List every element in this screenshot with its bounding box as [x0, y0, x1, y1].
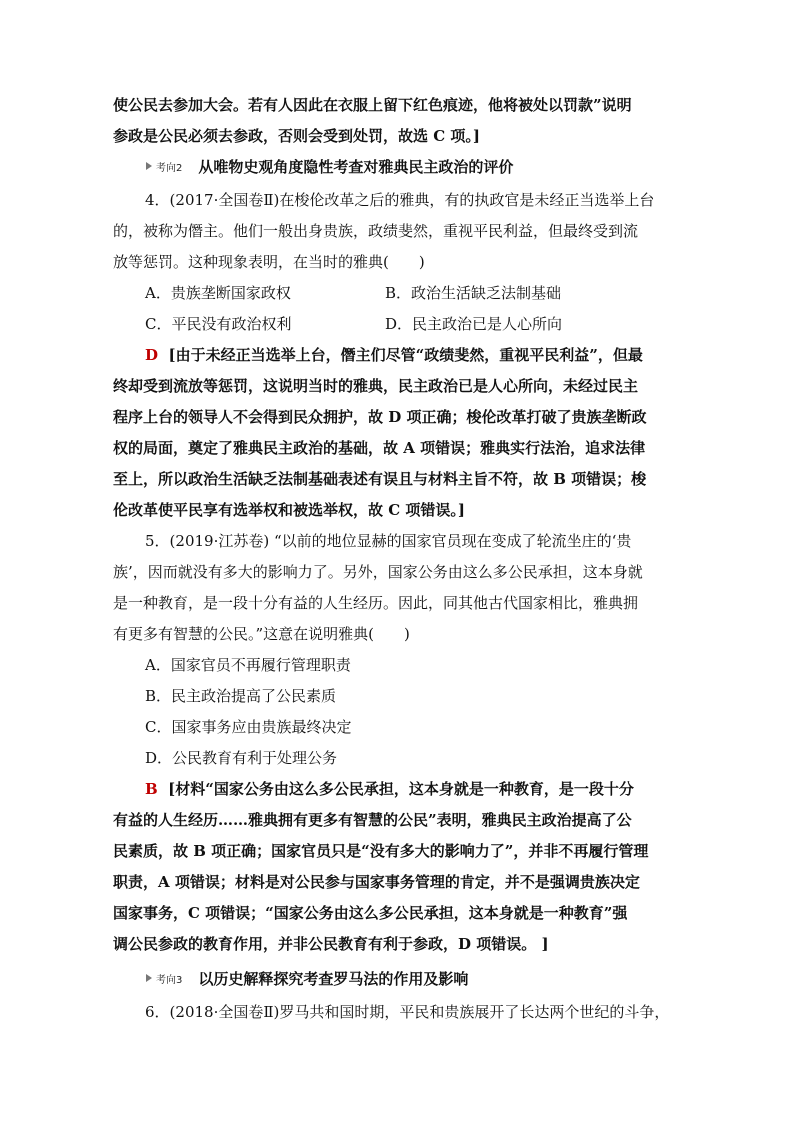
question-4 — [113, 185, 683, 526]
explanation-line: 至上，所以政治生活缺乏法制基础表述有误且与材料主旨不符，故 B 项错误；梭 — [113, 470, 647, 488]
question-stem-line: 6．(2018·全国卷Ⅱ)罗马共和国时期，平民和贵族展开了长达两个世纪的斗争， — [145, 1003, 670, 1021]
question-5 — [113, 526, 683, 960]
explanation-line: 调公民参政的教育作用，并非公民教育有利于参政，D 项错误。 ] — [113, 935, 549, 953]
section-tag: 考向3 — [156, 974, 183, 986]
question-stem-line: 的，被称为僭主。他们一般出身贵族，政绩斐然，重视平民利益，但最终受到流 — [113, 222, 639, 240]
question-stem-line: 放等惩罚。这种现象表明，在当时的雅典( ) — [113, 253, 425, 271]
option-b: B．民主政治提高了公民素质 — [145, 687, 337, 705]
answer-line — [113, 340, 683, 371]
explanation-line: 参政是公民必须去参政，否则会受到处罚，故选 C 项。] — [113, 127, 480, 145]
option-d: D．民主政治已是人心所向 — [385, 315, 563, 333]
section-title: 从唯物史观角度隐性考查对雅典民主政治的评价 — [198, 157, 514, 176]
question-stem-line: 4．(2017·全国卷Ⅱ)在梭伦改革之后的雅典，有的执政官是未经正当选举上台 — [145, 191, 655, 209]
answer-line — [113, 774, 683, 805]
explanation-line: 程序上台的领导人不会得到民众拥护，故 D 项正确；梭伦改革打破了贵族垄断政 — [113, 408, 647, 426]
option-a: A．国家官员不再履行管理职责 — [145, 656, 351, 674]
question-stem-line: 族’，因而就没有多大的影响力了。另外，国家公务由这么多公民承担，这本身就 — [113, 563, 643, 581]
explanation-line: 权的局面，奠定了雅典民主政治的基础，故 A 项错误；雅典实行法治，追求法律 — [113, 439, 646, 457]
options-row-cd — [113, 309, 683, 340]
section-header-kaoxiang3 — [146, 967, 468, 989]
question-stem-line: 5．(2019·江苏卷) “以前的地位显赫的国家官员现在变成了轮流坐庄的‘贵 — [145, 532, 632, 550]
explanation-line: 终却受到流放等惩罚，这说明当时的雅典，民主政治已是人心所向，未经过民主 — [113, 377, 639, 395]
option-c: C．平民没有政治权利 — [145, 315, 292, 333]
triangle-marker-icon — [146, 162, 152, 170]
answer-letter: D — [145, 346, 159, 364]
question-stem-line: 有更多有智慧的公民。”这意在说明雅典( ) — [113, 625, 410, 643]
explanation-line: 职责，A 项错误；材料是对公民参与国家事务管理的肯定，并不是强调贵族决定 — [113, 873, 640, 891]
option-c: C．国家事务应由贵族最终决定 — [145, 718, 352, 736]
explanation-line: 伦改革使平民享有选举权和被选举权，故 C 项错误。] — [113, 501, 465, 519]
explanation-line: 有益的人生经历……雅典拥有更多有智慧的公民”表明，雅典民主政治提高了公 — [113, 811, 632, 829]
options-row-ab — [113, 278, 683, 309]
section-header-kaoxiang2 — [146, 155, 513, 177]
option-b: B．政治生活缺乏法制基础 — [385, 284, 562, 302]
answer-letter: B — [145, 780, 158, 798]
explanation-line: [材料“国家公务由这么多公民承担，这本身就是一种教育，是一段十分 — [168, 780, 634, 798]
option-d: D．公民教育有利于处理公务 — [145, 749, 338, 767]
explanation-line: 使公民去参加大会。若有人因此在衣服上留下红色痕迹，他将被处以罚款”说明 — [113, 96, 632, 114]
section-tag: 考向2 — [156, 162, 183, 174]
question-stem-line: 是一种教育，是一段十分有益的人生经历。因此，同其他古代国家相比，雅典拥 — [113, 594, 639, 612]
section-title: 以历史解释探究考查罗马法的作用及影响 — [198, 969, 469, 988]
question-6 — [113, 997, 683, 1028]
option-a: A．贵族垄断国家政权 — [145, 284, 291, 302]
explanation-line: 民素质，故 B 项正确；国家官员只是“没有多大的影响力了”，并非不再履行管理 — [113, 842, 649, 860]
explanation-line: [由于未经正当选举上台，僭主们尽管“政绩斐然，重视平民利益”，但最 — [168, 346, 643, 364]
prev-explanation — [113, 90, 683, 152]
triangle-marker-icon — [146, 974, 152, 982]
explanation-line: 国家事务，C 项错误；“国家公务由这么多公民承担，这本身就是一种教育”强 — [113, 904, 628, 922]
